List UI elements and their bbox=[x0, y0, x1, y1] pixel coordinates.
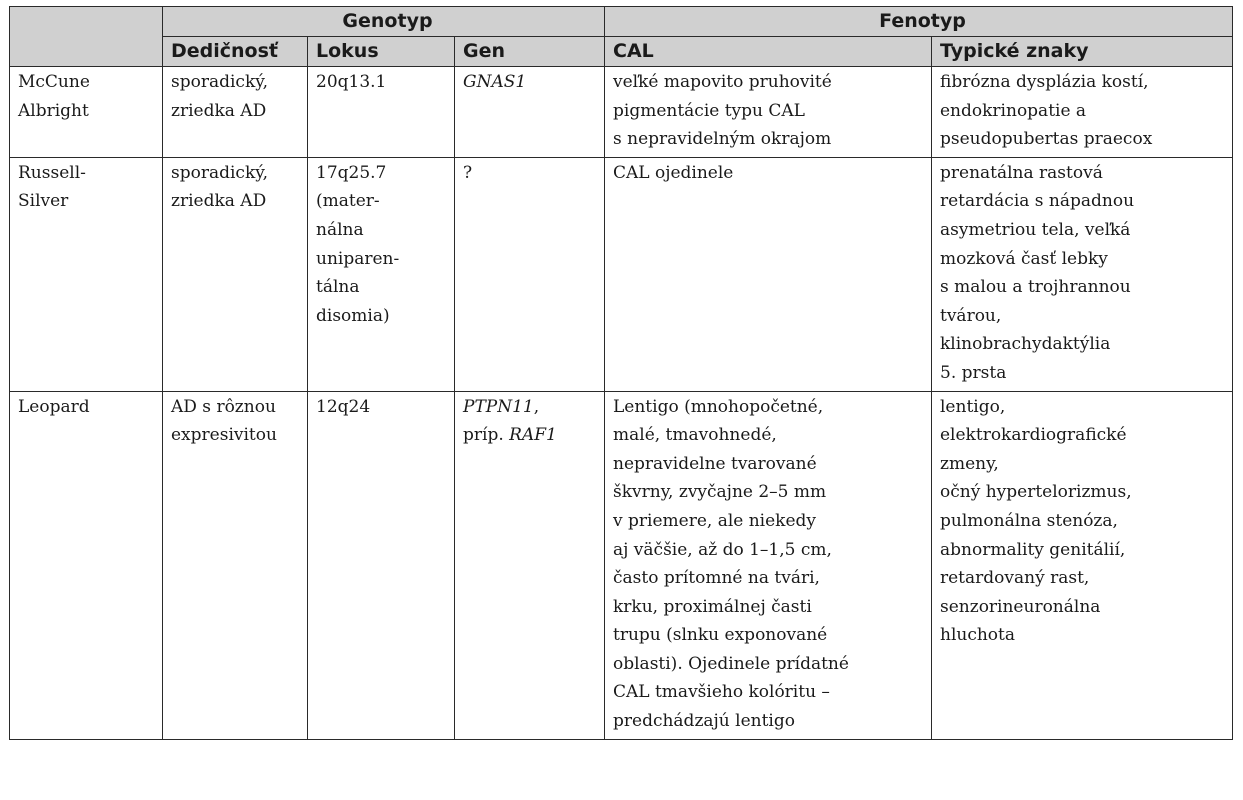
syndrome-name-cell: Russell- Silver bbox=[10, 157, 163, 391]
typicke-znaky-cell: lentigo, elektrokardiografické zmeny, očný hypertelorizmus, pulmonálna stenóza, abnormality genitálií, retardovaný rast, senzorineuronálna hluchota bbox=[932, 391, 1233, 739]
lokus-cell: 17q25.7 (mater- nálna uniparen- tálna disomia) bbox=[308, 157, 455, 391]
cal-cell: veľké mapovito pruhovité pigmentácie typu CAL s nepravidelným okrajom bbox=[605, 67, 932, 158]
typicke-znaky-cell: prenatálna rastová retardácia s nápadnou asymetriou tela, veľká mozková časť lebky s malou a trojhrannou tvárou, klinobrachydaktýlia 5. prsta bbox=[932, 157, 1233, 391]
syndrome-table bbox=[9, 6, 1233, 740]
column-header-lokus: Lokus bbox=[308, 37, 455, 67]
lokus-cell: 20q13.1 bbox=[308, 67, 455, 158]
syndrome-name-cell: Leopard bbox=[10, 391, 163, 739]
column-header-cal: CAL bbox=[605, 37, 932, 67]
lokus-cell: 12q24 bbox=[308, 391, 455, 739]
column-header-typicke-znaky: Typické znaky bbox=[932, 37, 1233, 67]
dedicnost-cell: sporadický, zriedka AD bbox=[163, 67, 308, 158]
gen-cell: PTPN11, príp. RAF1 bbox=[455, 391, 605, 739]
fenotyp-header: Fenotyp bbox=[605, 7, 1233, 37]
cal-cell: Lentigo (mnohopočetné, malé, tmavohnedé, nepravidelne tvarované škvrny, zvyčajne 2–5 mm v priemere, ale niekedy aj väčšie, až do 1–1,5 cm, často prítomné na tvári, krku, proximálnej časti trupu (slnku exponované oblasti). Ojedinele prídatné CAL tmavšieho kolóritu – predchádzajú lentigo bbox=[605, 391, 932, 739]
dedicnost-cell: AD s rôznou expresivitou bbox=[163, 391, 308, 739]
corner-header-cell bbox=[10, 7, 163, 67]
table-row bbox=[10, 157, 1233, 391]
syndrome-table-wrapper bbox=[9, 6, 1233, 740]
table-row bbox=[10, 391, 1233, 739]
genotyp-header: Genotyp bbox=[163, 7, 605, 37]
table-row bbox=[10, 67, 1233, 158]
gen-cell: ? bbox=[455, 157, 605, 391]
column-header-row bbox=[10, 37, 1233, 67]
group-header-row bbox=[10, 7, 1233, 37]
syndrome-name-cell: McCune Albright bbox=[10, 67, 163, 158]
column-header-dedicnost: Dedičnosť bbox=[163, 37, 308, 67]
column-header-gen: Gen bbox=[455, 37, 605, 67]
cal-cell: CAL ojedinele bbox=[605, 157, 932, 391]
typicke-znaky-cell: fibrózna dysplázia kostí, endokrinopatie a pseudopubertas praecox bbox=[932, 67, 1233, 158]
gen-cell: GNAS1 bbox=[455, 67, 605, 158]
dedicnost-cell: sporadický, zriedka AD bbox=[163, 157, 308, 391]
